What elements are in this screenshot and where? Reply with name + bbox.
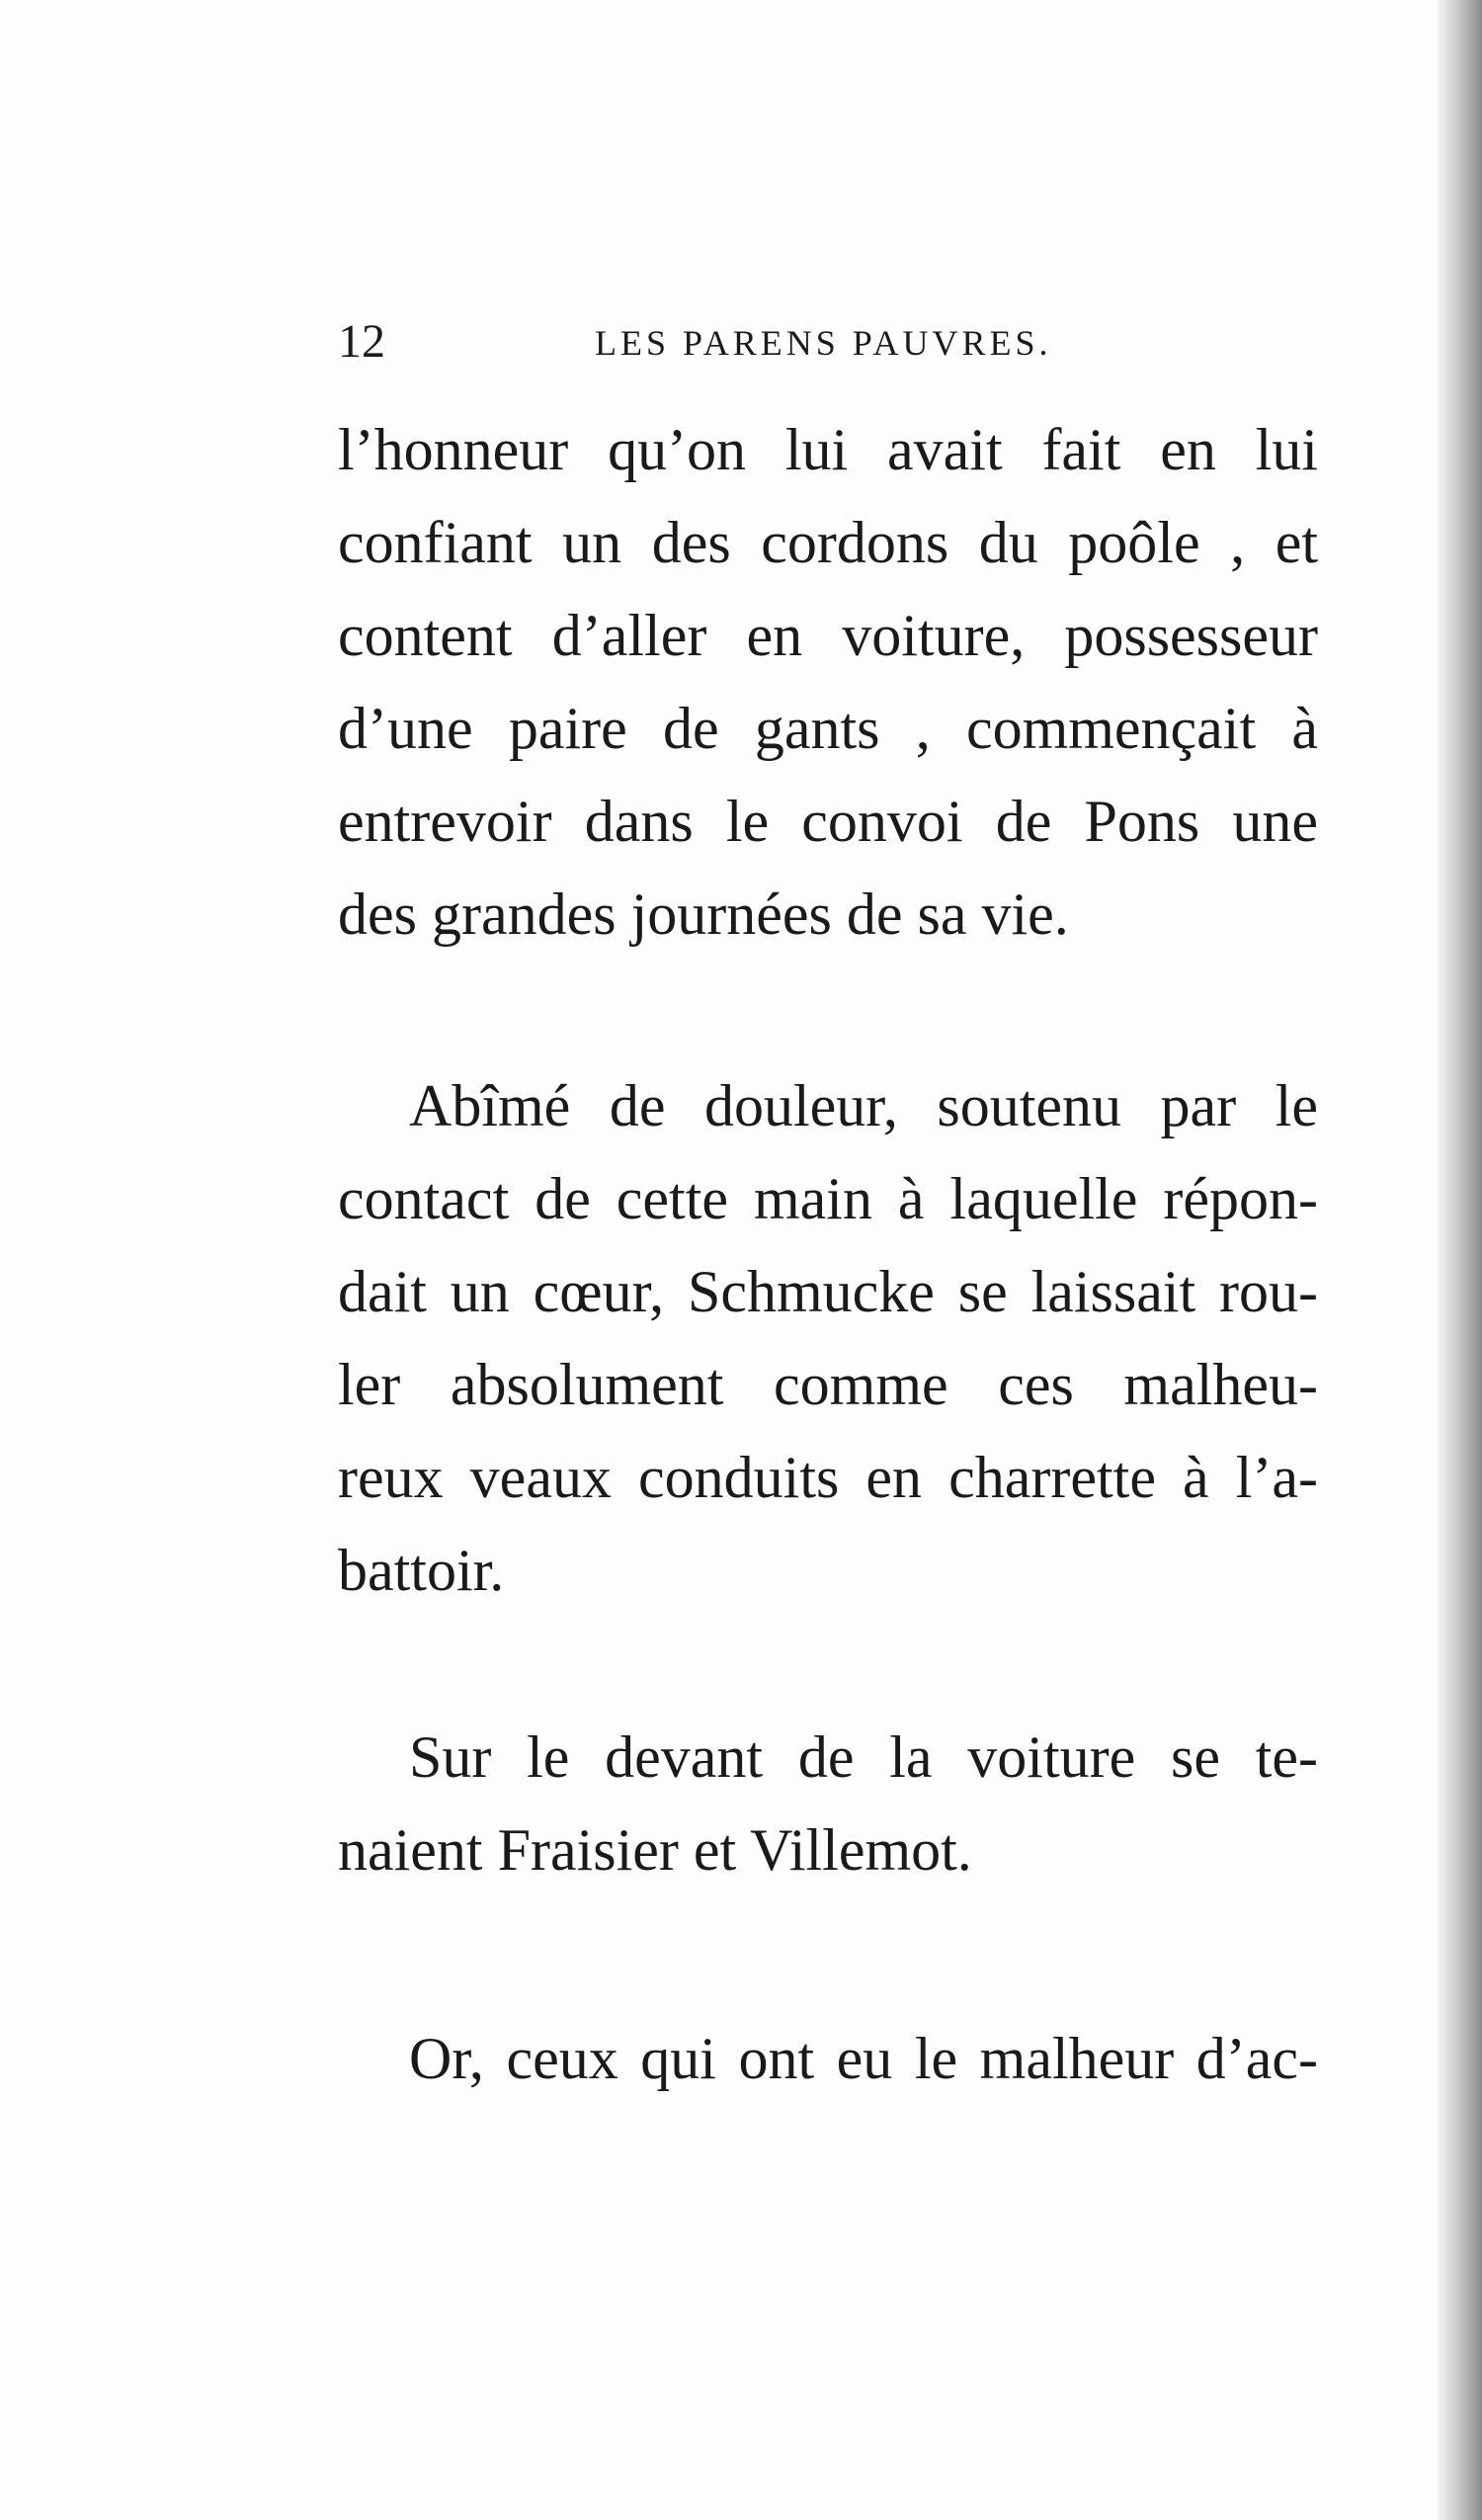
paragraph: [338, 2012, 1318, 2105]
paragraph: [338, 1711, 1318, 1896]
text-line: des grandes journées de sa vie.: [338, 882, 1069, 947]
text-line: Sur le devant de la voiture se te-: [409, 1724, 1318, 1790]
running-title: LES PARENS PAUVRES.: [595, 323, 1052, 363]
page-header: [338, 314, 1326, 374]
text-line: reux veaux conduits en charrette à l’a-: [338, 1445, 1318, 1510]
text-line: battoir.: [338, 1538, 505, 1603]
text-line: confiant un des cordons du poôle , et: [338, 510, 1318, 575]
text-line: Or, ceux qui ont eu le malheur d’ac-: [409, 2026, 1318, 2091]
text-line: content d’aller en voiture, possesseur: [338, 603, 1318, 668]
page-number: 12: [338, 315, 385, 368]
paragraph: [338, 403, 1318, 961]
text-line: ler absolument comme ces malheu-: [338, 1352, 1318, 1417]
text-line: contact de cette main à laquelle répon-: [338, 1166, 1318, 1231]
text-line: dait un cœur, Schmucke se laissait rou-: [338, 1259, 1318, 1324]
page-binding-shadow: [1438, 0, 1482, 2520]
text-line: Abîmé de douleur, soutenu par le: [409, 1073, 1318, 1138]
text-line: entrevoir dans le convoi de Pons une: [338, 789, 1318, 854]
text-line: l’honneur qu’on lui avait fait en lui: [338, 417, 1318, 482]
text-line: d’une paire de gants , commençait à: [338, 696, 1318, 761]
text-line: naient Fraisier et Villemot.: [338, 1817, 972, 1883]
paragraph: [338, 1059, 1318, 1617]
